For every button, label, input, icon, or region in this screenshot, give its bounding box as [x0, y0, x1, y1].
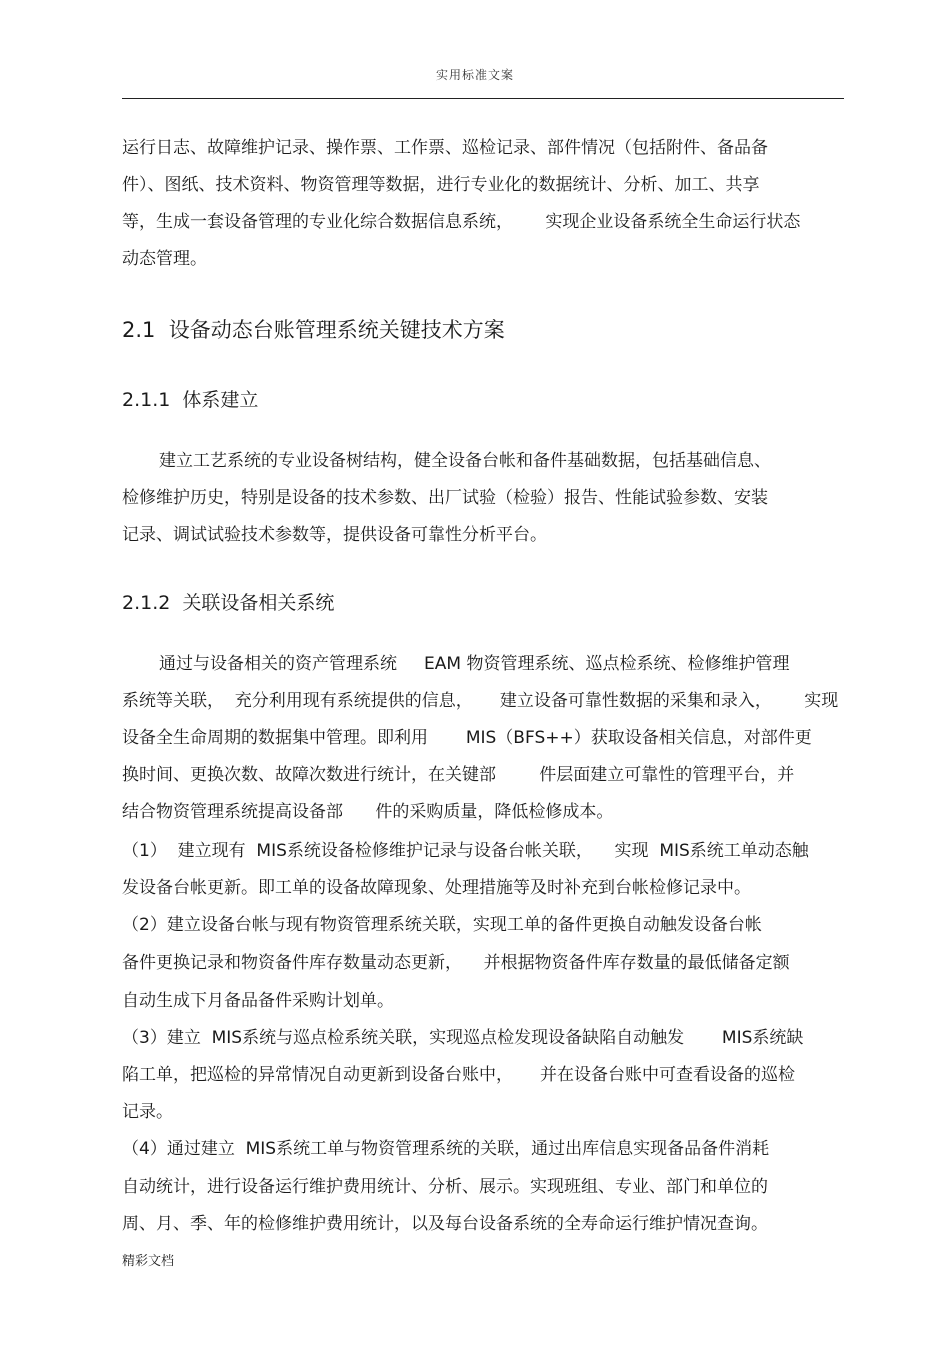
paragraph-line: 通过与设备相关的资产管理系统 EAM 物资管理系统、巡点检系统、检修维护管理: [159, 654, 790, 674]
intro-line: 等，生成一套设备管理的专业化综合数据信息系统， 实现企业设备系统全生命运行状态: [122, 212, 801, 232]
intro-line: 动态管理。: [122, 249, 207, 269]
page-footer: 精彩文档: [122, 1254, 175, 1269]
section-heading: 2.1 设备动态台账管理系统关键技术方案: [122, 318, 505, 342]
paragraph-line: 换时间、更换次数、故障次数进行统计，在关键部 件层面建立可靠性的管理平台，并: [122, 765, 795, 785]
list-item-line: 自动生成下月备品备件采购计划单。: [122, 991, 394, 1011]
paragraph-line: 结合物资管理系统提高设备部 件的采购质量，降低检修成本。: [122, 802, 614, 822]
subsection-heading: 2.1.1 体系建立: [122, 389, 259, 411]
list-item-line: 周、月、季、年的检修维护费用统计，以及每台设备系统的全寿命运行维护情况查询。: [122, 1214, 768, 1234]
list-item-line: 记录。: [122, 1102, 173, 1122]
paragraph-line: 记录、调试试验技术参数等，提供设备可靠性分析平台。: [122, 525, 547, 545]
intro-line: 运行日志、故障维护记录、操作票、工作票、巡检记录、部件情况（包括附件、备品备: [122, 138, 768, 158]
list-item-line: （4）通过建立 MIS系统工单与物资管理系统的关联，通过出库信息实现备品备件消耗: [122, 1139, 770, 1159]
paragraph-line: 检修维护历史，特别是设备的技术参数、出厂试验（检验）报告、性能试验参数、安装: [122, 488, 768, 508]
paragraph-line: 设备全生命周期的数据集中管理。即利用 MIS（BFS++）获取设备相关信息，对部件更: [122, 728, 812, 748]
paragraph-line: 系统等关联， 充分利用现有系统提供的信息， 建立设备可靠性数据的采集和录入， 实现: [122, 691, 839, 711]
intro-line: 件）、图纸、技术资料、物资管理等数据，进行专业化的数据统计、分析、加工、共享: [122, 175, 760, 195]
list-item-line: （3）建立 MIS系统与巡点检系统关联，实现巡点检发现设备缺陷自动触发 MIS系统缺: [122, 1028, 804, 1048]
header-rule: [122, 98, 844, 99]
list-item-line: 备件更换记录和物资备件库存数量动态更新， 并根据物资备件库存数量的最低储备定额: [122, 953, 790, 973]
list-item-line: 发设备台帐更新。即工单的设备故障现象、处理措施等及时补充到台帐检修记录中。: [122, 878, 751, 898]
list-item-line: （2）建立设备台帐与现有物资管理系统关联，实现工单的备件更换自动触发设备台帐: [122, 915, 762, 935]
list-item-line: （1） 建立现有 MIS系统设备检修维护记录与设备台帐关联， 实现 MIS系统工单动态触: [122, 841, 809, 861]
list-item-line: 陷工单，把巡检的异常情况自动更新到设备台账中， 并在设备台账中可查看设备的巡检: [122, 1065, 796, 1085]
page-header: 实用标准文案: [435, 68, 514, 82]
subsection-heading: 2.1.2 关联设备相关系统: [122, 592, 335, 614]
paragraph-line: 建立工艺系统的专业设备树结构，健全设备台帐和备件基础数据，包括基础信息、: [159, 451, 771, 471]
list-item-line: 自动统计，进行设备运行维护费用统计、分析、展示。实现班组、专业、部门和单位的: [122, 1177, 768, 1197]
